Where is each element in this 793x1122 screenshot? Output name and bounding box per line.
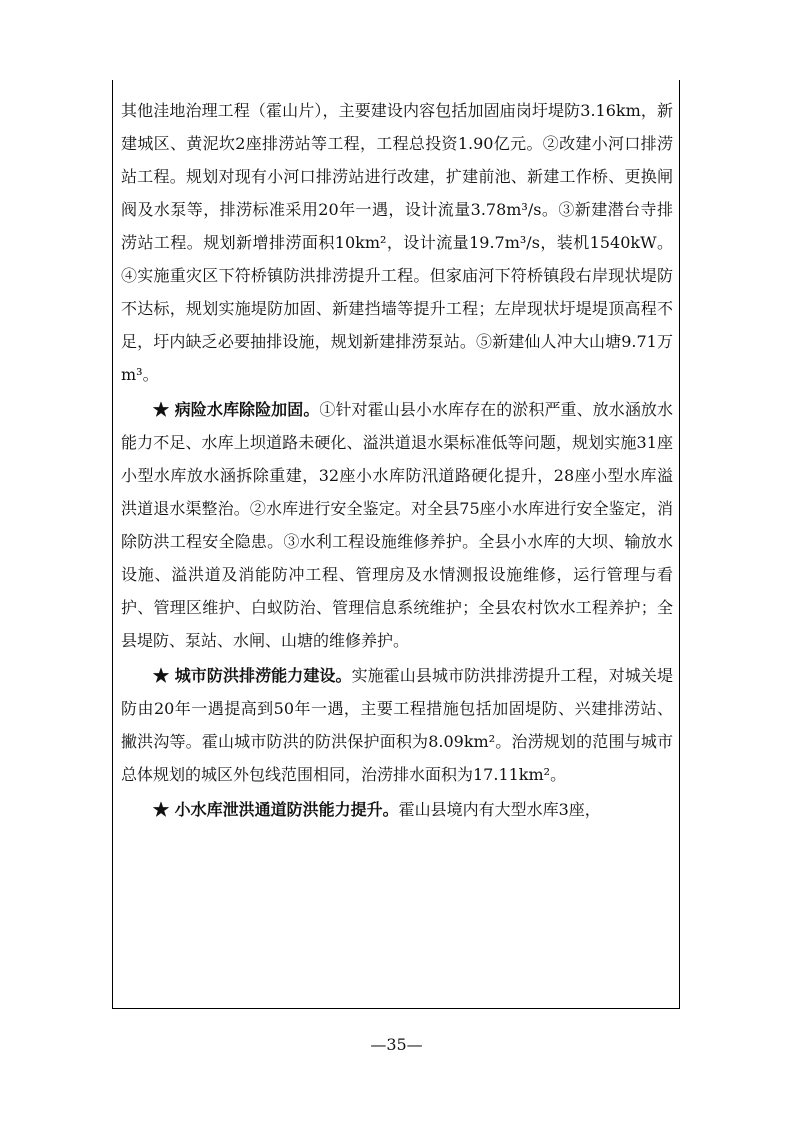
paragraph-reservoir-reinforcement (121, 393, 673, 657)
section-heading: ★ 小水库泄洪通道防洪能力提升。 (153, 800, 399, 819)
page-number: —35— (370, 1035, 423, 1054)
paragraph-drainage-works (121, 94, 673, 391)
paragraph-text: 实施霍山县城市防洪排涝提升工程，对城关堤防由20年一遇提高到50年一遇，主要工程措施包括加固堤防、兴建排涝站、撇洪沟等。霍山城市防洪的防洪保护面积为8.09km²。治涝规划的范围与城市总体规划的城区外包线范围相同，治涝排水面积为17.11km²。 (121, 666, 673, 784)
paragraph-text: ①针对霍山县小水库存在的淤积严重、放水涵放水能力不足、水库上坝道路未硬化、溢洪道退水渠标准低等问题，规划实施31座小型水库放水涵拆除重建，32座小水库防汛道路硬化提升，28座小型水库溢洪道退水渠整治。②水库进行安全鉴定。对全县75座小水库进行安全鉴定，消除防洪工程安全隐患。③水利工程设施维修养护。全县小水库的大坝、输放水设施、溢洪道及消能防冲工程、管理房及水情测报设施维修，运行管理与看护、管理区维护、白蚁防治、管理信息系统维护；全县农村饮水工程养护；全县堤防、泵站、水闸、山塘的维修养护。 (121, 400, 673, 650)
body-text (121, 94, 673, 826)
section-heading: ★ 城市防洪排涝能力建设。 (153, 666, 352, 685)
section-heading: ★ 病险水库除险加固。 (153, 400, 320, 419)
paragraph-urban-flood-control (121, 659, 673, 791)
paragraph-text: 其他洼地治理工程（霍山片），主要建设内容包括加固庙岗圩堤防3.16km，新建城区、黄泥坎2座排涝站等工程，工程总投资1.90亿元。②改建小河口排涝站工程。规划对现有小河口排涝站进行改建，扩建前池、新建工作桥、更换闸阀及水泵等，排涝标准采用20年一遇，设计流量3.78m³/s。③新建潜台寺排涝站工程。规划新增排涝面积10km²，设计流量19.7m³/s，装机1540kW。④实施重灾区下符桥镇防洪排涝提升工程。但家庙河下符桥镇段右岸现状堤防不达标，规划实施堤防加固、新建挡墙等提升工程；左岸现状圩堤堤顶高程不足，圩内缺乏必要抽排设施，规划新建排涝泵站。⑤新建仙人冲大山塘9.71万m³。 (121, 101, 673, 384)
paragraph-spillway-capacity (121, 793, 673, 826)
paragraph-text: 霍山县境内有大型水库3座， (398, 800, 601, 819)
